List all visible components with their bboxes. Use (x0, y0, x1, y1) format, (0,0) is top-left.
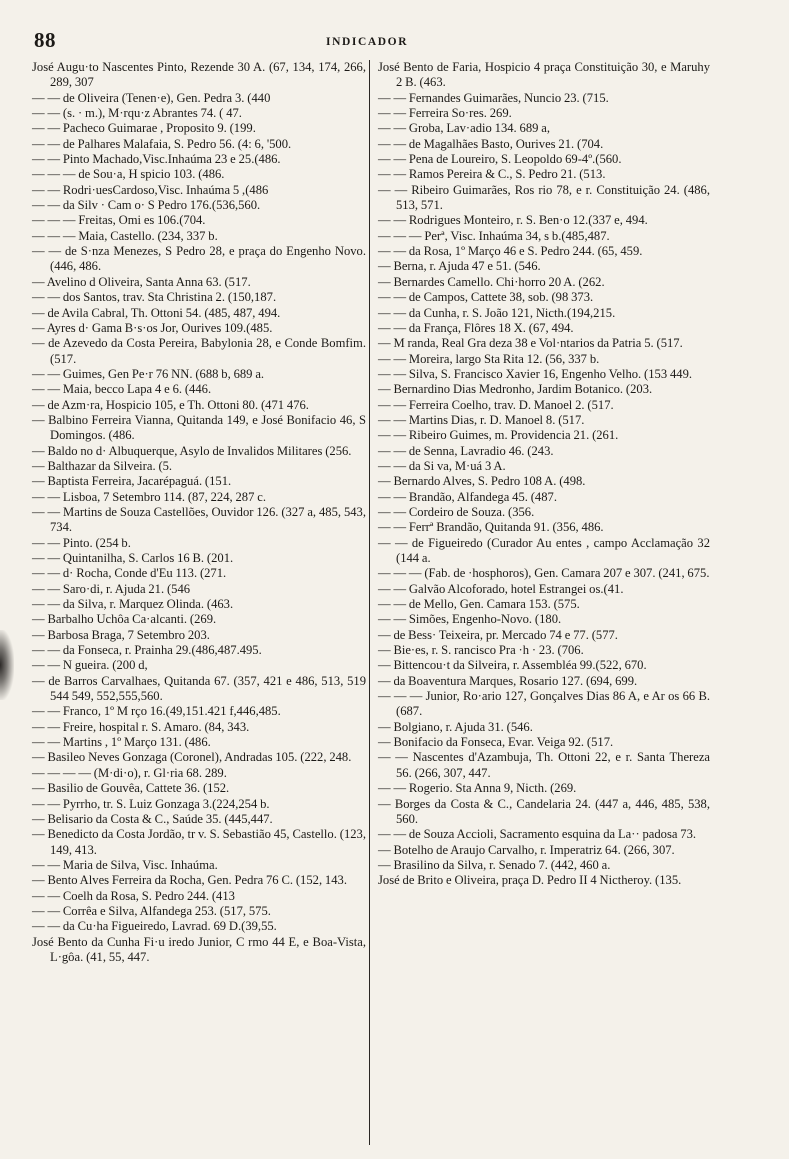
directory-entry: — — Martins Dias, r. D. Manoel 8. (517. (378, 412, 585, 427)
directory-entry: — — Martins de Souza Castellões, Ouvidor 126. (327 a, 485, 543, 734. (32, 504, 366, 535)
directory-entry: — Basileo Neves Gonzaga (Coronel), Andradas 105. (222, 248. (32, 750, 352, 765)
directory-entry: — — Franco, 1º M rço 16.(49,151.421 f,446,485. (32, 704, 281, 719)
directory-entry: José Bento de Faria, Hospicio 4 praça Constituição 30, e Maruhy 2 B. (463. (378, 60, 710, 90)
directory-entry: — — N gueira. (200 d, (32, 658, 148, 673)
directory-entry: — — — Perª, Visc. Inhaúma 34, s b.(485,487. (378, 228, 610, 243)
directory-entry: — — Galvão Alcoforado, hotel Estrangei os.(41. (378, 581, 624, 596)
directory-entry: — — Pyrrho, tr. S. Luiz Gonzaga 3.(224,254 b. (32, 796, 270, 811)
directory-entry: — — dos Santos, trav. Sta Christina 2. (150,187. (32, 290, 277, 305)
directory-entry: — — Guimes, Gen Pe·r 76 NN. (688 b, 689 a. (32, 366, 265, 381)
ink-smudge (0, 630, 14, 700)
directory-entry: — — Moreira, largo Sta Rita 12. (56, 337 b. (378, 351, 600, 366)
directory-entry: — — Silva, S. Francisco Xavier 16, Engenho Velho. (153 449. (378, 366, 693, 381)
directory-entry: — — de Senna, Lavradio 46. (243. (378, 443, 554, 458)
directory-entry: — — Pena de Loureiro, S. Leopoldo 69-4º.(560. (378, 152, 622, 167)
page-number: 88 (34, 28, 56, 52)
column-divider (369, 60, 370, 1145)
directory-entry: — — Martins , 1º Março 131. (486. (32, 735, 211, 750)
directory-entry: — Belisario da Costa & C., Saúde 35. (445,447. (32, 811, 273, 826)
directory-entry: — — Brandão, Alfandega 45. (487. (378, 489, 557, 504)
directory-entry: — M randa, Real Gra deza 38 e Vol·ntarios da Patria 5. (517. (378, 336, 683, 351)
directory-entry: — — de Palhares Malafaia, S. Pedro 56. (4: 6, '500. (32, 136, 292, 151)
directory-entry: — — de Mello, Gen. Camara 153. (575. (378, 597, 580, 612)
directory-entry: — — da Cu·ha Figueiredo, Lavrad. 69 D.(39,55. (32, 919, 277, 934)
directory-entry: — — Corrêa e Silva, Alfandega 253. (517, 575. (32, 903, 271, 918)
directory-entry: — — Pinto. (254 b. (32, 535, 131, 550)
directory-entry: — Barbalho Uchôa Ca·alcanti. (269. (32, 612, 217, 627)
directory-entry: — Borges da Costa & C., Candelaria 24. (447 a, 446, 485, 538, 560. (378, 796, 710, 826)
directory-entry: — — da Fonseca, r. Prainha 29.(486,487.495. (32, 643, 262, 658)
directory-entry: — — — de Sou·a, H spicio 103. (486. (32, 167, 225, 182)
directory-entry: — Basilio de Gouvêa, Cattete 36. (152. (32, 781, 230, 796)
directory-entry: José Bento da Cunha Fi·u iredo Junior, C rmo 44 E, e Boa-Vista, L·gôa. (41, 55, 447. (32, 934, 366, 964)
directory-entry: — — da Silva, r. Marquez Olinda. (463. (32, 597, 234, 612)
directory-entry: — — de S·nza Menezes, S Pedro 28, e praça do Engenho Novo. (446, 486. (32, 244, 366, 274)
directory-entry: — Bolgiano, r. Ajuda 31. (546. (378, 719, 533, 734)
directory-entry: — Bernardo Alves, S. Pedro 108 A. (498. (378, 474, 586, 489)
directory-entry: — da Boaventura Marques, Rosario 127. (694, 699. (378, 673, 638, 688)
directory-entry: — — Fernandes Guimarães, Nuncio 23. (715. (378, 90, 609, 105)
directory-entry: — — — Maia, Castello. (234, 337 b. (32, 228, 218, 243)
directory-entry: — — de Campos, Cattete 38, sob. (98 373. (378, 290, 594, 305)
left-column (32, 60, 366, 965)
directory-entry: — — Groba, Lav·adio 134. 689 a, (378, 121, 551, 136)
directory-entry: — Barbosa Braga, 7 Setembro 203. (32, 627, 210, 642)
directory-entry: — — Ribeiro Guimarães, Ros rio 78, e r. Constituição 24. (486, 513, 571. (378, 182, 710, 213)
directory-entry: — Baldo no d· Albuquerque, Asylo de Invalidos Militares (256. (32, 443, 352, 458)
directory-entry: — — Coelh da Rosa, S. Pedro 244. (413 (32, 888, 235, 903)
directory-entry: — — (s. · m.), M·rqu·z Abrantes 74. ( 47. (32, 106, 242, 121)
directory-entry: — Balthazar da Silveira. (5. (32, 458, 173, 473)
directory-entry: — — Simões, Engenho-Novo. (180. (378, 612, 562, 627)
directory-entry: — Benedicto da Costa Jordão, tr v. S. Sebastião 45, Castello. (123, 149, 413. (32, 827, 366, 857)
right-column (378, 60, 710, 889)
directory-entry: — Bie·es, r. S. rancisco Pra ·h · 23. (706. (378, 643, 584, 658)
directory-entry: — — Ribeiro Guimes, m. Providencia 21. (261. (378, 428, 619, 443)
directory-entry: — Bento Alves Ferreira da Rocha, Gen. Pedra 76 C. (152, 143. (32, 873, 347, 888)
directory-entry: — — — (Fab. de ·hosphoros), Gen. Camara 207 e 307. (241, 675. (378, 566, 710, 581)
running-head: INDICADOR (326, 36, 409, 48)
directory-entry: — — de Souza Accioli, Sacramento esquina da La·· padosa 73. (378, 827, 697, 842)
directory-entry: — de Azevedo da Costa Pereira, Babylonia 28, e Conde Bomfim. (517. (32, 336, 366, 366)
directory-entry: — — da Si va, M·uá 3 A. (378, 458, 506, 473)
directory-entry: — — Nascentes d'Azambuja, Th. Ottoni 22, e r. Santa Thereza 56. (266, 307, 447. (378, 750, 710, 780)
directory-entry: — Bonifacio da Fonseca, Evar. Veiga 92. (517. (378, 735, 614, 750)
directory-entry: — Balbino Ferreira Vianna, Quitanda 149, e José Bonifacio 46, S Domingos. (486. (32, 412, 366, 443)
directory-entry: — — Pacheco Guimarae , Proposito 9. (199. (32, 121, 256, 136)
directory-entry: — Ayres d· Gama B·s·os Jor, Ourives 109.(485. (32, 320, 273, 335)
directory-entry: — — da Silv · Cam o· S Pedro 176.(536,560. (32, 198, 261, 213)
directory-entry: — Avelino d Oliveira, Santa Anna 63. (517. (32, 274, 251, 289)
directory-entry: — — Rogerio. Sta Anna 9, Nicth. (269. (378, 781, 577, 796)
directory-entry: — — — — (M·di·o), r. Gl·ria 68. 289. (32, 765, 227, 780)
directory-entry: José Augu·to Nascentes Pinto, Rezende 30 A. (67, 134, 174, 266, 289, 307 (32, 60, 366, 90)
directory-entry: — — da França, Flôres 18 X. (67, 494. (378, 320, 574, 335)
directory-entry: — — Ferreira So·res. 269. (378, 106, 512, 121)
directory-entry: — Baptista Ferreira, Jacarépaguá. (151. (32, 474, 232, 489)
directory-entry: — — Ferreira Coelho, trav. D. Manoel 2. (517. (378, 397, 614, 412)
directory-entry: — — Pinto Machado,Visc.Inhaúma 23 e 25.(486. (32, 152, 281, 167)
directory-entry: — Bernardino Dias Medronho, Jardim Botanico. (203. (378, 382, 653, 397)
directory-entry: — Bittencou·t da Silveira, r. Assembléa 99.(522, 670. (378, 658, 647, 673)
directory-entry: — Bernardes Camello. Chi·horro 20 A. (262. (378, 274, 605, 289)
directory-entry: — — Quintanilha, S. Carlos 16 B. (201. (32, 551, 234, 565)
directory-entry: — Botelho de Araujo Carvalho, r. Imperatriz 64. (266, 307. (378, 842, 675, 857)
directory-entry: — — Lisboa, 7 Setembro 114. (87, 224, 287 c. (32, 489, 266, 504)
directory-entry: — — d· Rocha, Conde d'Eu 113. (271. (32, 566, 227, 581)
directory-entry: — — de Figueiredo (Curador Au entes , campo Acclamação 32 (144 a. (378, 535, 710, 565)
directory-entry: — — Maia, becco Lapa 4 e 6. (446. (32, 382, 212, 397)
directory-entry: — — Saro·di, r. Ajuda 21. (546 (32, 581, 191, 596)
directory-entry: — — Ferrª Brandão, Quitanda 91. (356, 486. (378, 520, 604, 535)
directory-entry: — de Barros Carvalhaes, Quitanda 67. (357, 421 e 486, 513, 519 544 549, 552,555,560. (32, 673, 366, 704)
directory-entry: José de Brito e Oliveira, praça D. Pedro II 4 Nictheroy. (135. (378, 873, 682, 888)
directory-entry: — — — Freitas, Omi es 106.(704. (32, 213, 206, 228)
directory-entry: — de Azm·ra, Hospicio 105, e Th. Ottoni 80. (471 476. (32, 397, 309, 412)
directory-entry: — — da Rosa, 1º Março 46 e S. Pedro 244. (65, 459. (378, 244, 643, 259)
directory-entry: — de Bess· Teixeira, pr. Mercado 74 e 77. (577. (378, 627, 618, 642)
directory-entry: — — de Magalhães Basto, Ourives 21. (704. (378, 136, 604, 151)
directory-entry: — — — Junior, Ro·ario 127, Gonçalves Dias 86 A, e Ar os 66 B. (687. (378, 689, 710, 719)
directory-entry: — — Freire, hospital r. S. Amaro. (84, 343. (32, 719, 250, 734)
directory-entry: — de Avila Cabral, Th. Ottoni 54. (485, 487, 494. (32, 305, 281, 320)
directory-entry: — — Maria de Silva, Visc. Inhaúma. (32, 857, 218, 872)
directory-entry: — — Cordeiro de Souza. (356. (378, 504, 535, 519)
directory-entry: — — Ramos Pereira & C., S. Pedro 21. (513. (378, 167, 606, 182)
directory-entry: — — da Cunha, r. S. João 121, Nicth.(194,215. (378, 305, 616, 320)
directory-entry: — Brasilino da Silva, r. Senado 7. (442, 460 a. (378, 857, 611, 872)
directory-entry: — — Rodri·uesCardoso,Visc. Inhaúma 5 ,(486 (32, 182, 269, 197)
directory-entry: — — Rodrigues Monteiro, r. S. Ben·o 12.(337 e, 494. (378, 213, 648, 228)
directory-entry: — — de Oliveira (Tenen·e), Gen. Pedra 3. (440 (32, 90, 271, 105)
directory-entry: — Berna, r. Ajuda 47 e 51. (546. (378, 259, 541, 274)
